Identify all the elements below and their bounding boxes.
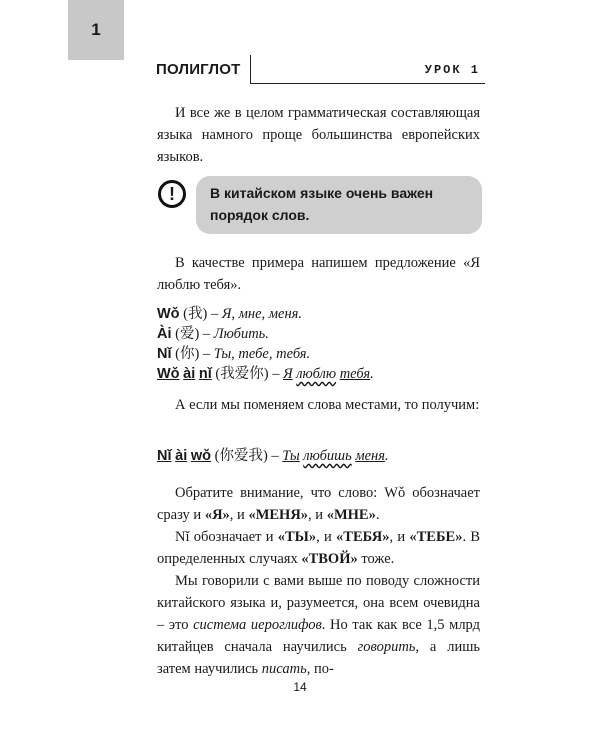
vocab-line-ni: Nǐ (你) – Ты, тебе, тебя.	[157, 346, 311, 362]
note-paragraph-hieroglyphs: Мы говорили с вами выше по поводу сложности китайского языка и, разумеется, она всем очевидна – это система иероглифов. Но так как все 1,5 млрд китайцев сначала научились говорить, а лишь затем научились писать, по-	[157, 573, 480, 677]
intro-paragraph: И все же в целом грамматическая составляющая языка намного проще большинства европейских языков.	[157, 105, 480, 165]
header-divider-vertical	[250, 55, 251, 83]
note-paragraph-wo: Обратите внимание, что слово: Wǒ обозначает сразу и «Я», и «МЕНЯ», и «МНЕ».	[157, 485, 480, 523]
header-divider-horizontal	[250, 83, 485, 84]
page-number: 14	[293, 680, 307, 694]
chapter-number: 1	[91, 20, 101, 39]
important-callout: В китайском языке очень важен порядок слов.	[196, 176, 482, 234]
vocab-line-ai: Ài (爱) – Любить.	[157, 326, 269, 342]
example-intro-paragraph: В качестве примера напишем предложение «Я люблю тебя».	[157, 255, 480, 293]
brand-title: ПОЛИГЛОТ	[156, 61, 241, 78]
chapter-tab	[68, 0, 124, 60]
swap-example-line: Nǐ ài wǒ (你爱我) – Ты любишь меня.	[157, 448, 389, 464]
swap-paragraph: А если мы поменяем слова местами, то получим:	[175, 397, 480, 413]
vocab-line-sentence: Wǒ ài nǐ (我爱你) – Я люблю тебя.	[157, 366, 374, 382]
exclamation-circle-icon: !	[158, 180, 186, 208]
lesson-label: УРОК 1	[424, 63, 480, 77]
note-paragraph-ni: Nǐ обозначает и «ТЫ», и «ТЕБЯ», и «ТЕБЕ». В определенных случаях «ТВОЙ» тоже.	[157, 529, 481, 567]
vocab-line-wo: Wǒ (我) – Я, мне, меня.	[157, 306, 303, 322]
